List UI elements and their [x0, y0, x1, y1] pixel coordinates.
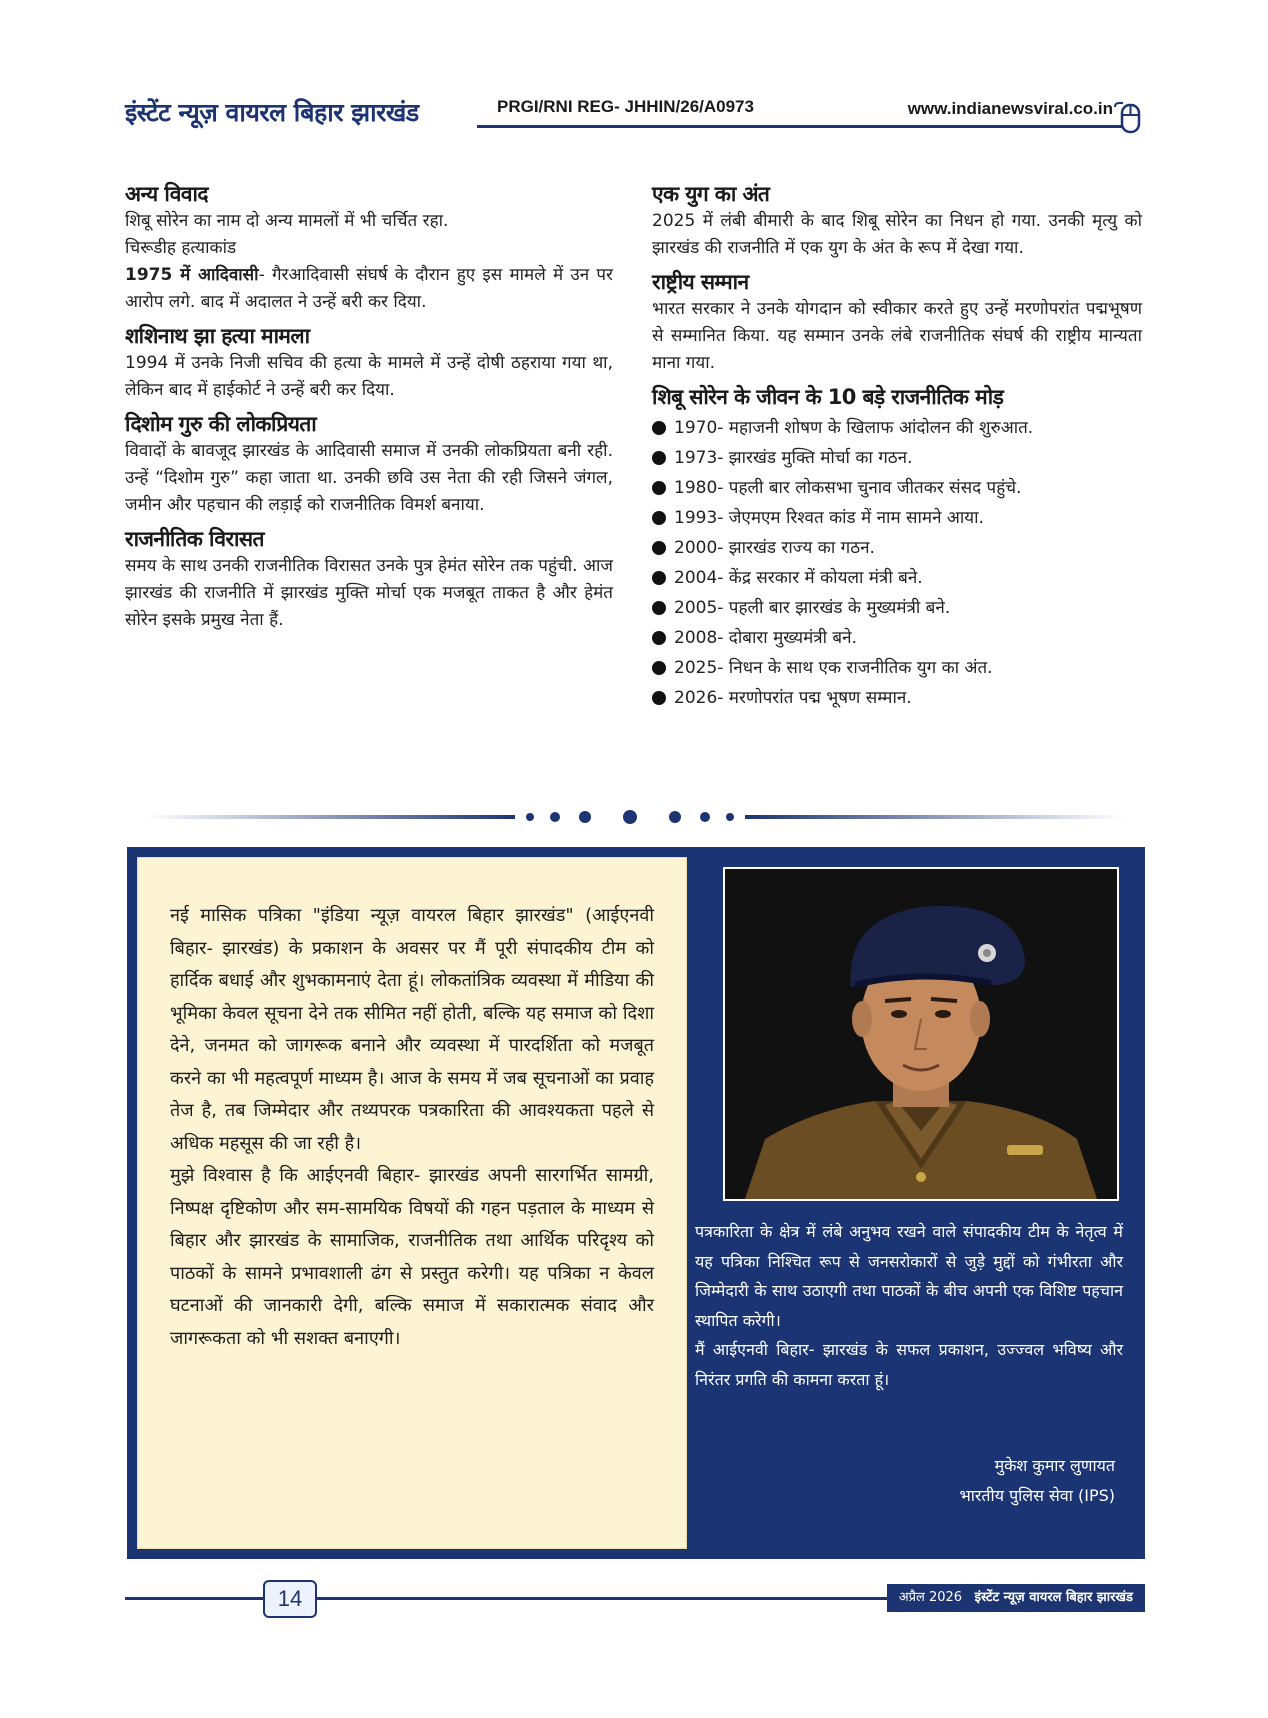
signatory-name: मुकेश कुमार लुणायत: [994, 1456, 1115, 1475]
caption-paragraph: पत्रकारिता के क्षेत्र में लंबे अनुभव रखने वाले संपादकीय टीम के नेतृत्व में यह पत्रिका निश्चित रूप से जनसरोकारों से जुड़े मुद्दों को गंभीरता और जिम्मेदारी के साथ उठाएगी तथा पाठकों के बीच अपनी एक विशिष्ट पहचान स्थापित करेगी।: [695, 1222, 1123, 1330]
list-item-text: 1970- महाजनी शोषण के खिलाफ आंदोलन की शुरुआत.: [674, 418, 1034, 438]
list-item: [652, 623, 1142, 653]
milestone-list: [652, 413, 1142, 713]
bold-lead: 1975 में आदिवासी: [125, 265, 259, 285]
registration-number: PRGI/RNI REG- JHHIN/26/A0973: [497, 97, 754, 116]
paragraph: 1994 में उनके निजी सचिव की हत्या के मामले में उन्हें दोषी ठहराया गया था, लेकिन बाद में हाईकोर्ट ने उन्हें बरी कर दिया.: [125, 353, 613, 400]
page-number: 14: [263, 1580, 317, 1618]
caption-paragraph: मैं आईएनवी बिहार- झारखंड के सफल प्रकाशन, उज्ज्वल भविष्य और निरंतर प्रगति की कामना करता हूं।: [695, 1340, 1123, 1389]
website-link[interactable]: www.indianewsviral.co.in: [907, 99, 1113, 118]
bullet-icon: [652, 451, 666, 465]
list-item-text: 2005- पहली बार झारखंड के मुख्यमंत्री बने.: [674, 598, 951, 618]
bullet-icon: [652, 571, 666, 585]
list-item-text: 2008- दोबारा मुख्यमंत्री बने.: [674, 628, 857, 648]
list-item-text: 2025- निधन के साथ एक राजनीतिक युग का अंत.: [674, 658, 993, 678]
paragraph: समय के साथ उनकी राजनीतिक विरासत उनके पुत्र हेमंत सोरेन तक पहुंची. आज झारखंड की राजनीति में झारखंड मुक्ति मोर्चा एक मजबूत ताकत है और हेमंत सोरेन इसके प्रमुख नेता हैं.: [125, 556, 613, 630]
bullet-icon: [652, 601, 666, 615]
bullet-icon: [652, 421, 666, 435]
list-item: [652, 473, 1142, 503]
list-item: [652, 503, 1142, 533]
right-column: [652, 180, 1142, 713]
list-item-text: 2000- झारखंड राज्य का गठन.: [674, 538, 875, 558]
list-item: [652, 413, 1142, 443]
paragraph-rest: - गैरआदिवासी संघर्ष के दौरान हुए इस मामले में उन पर आरोप लगे. बाद में अदालत ने उन्हें बरी कर दिया.: [125, 265, 614, 312]
list-item: [652, 443, 1142, 473]
list-item: [652, 653, 1142, 683]
left-column: [125, 180, 613, 640]
bullet-icon: [652, 541, 666, 555]
list-item: [652, 533, 1142, 563]
message-panel: [137, 857, 687, 1549]
list-item: [652, 593, 1142, 623]
list-item-text: 1980- पहली बार लोकसभा चुनाव जीतकर संसद पहुंचे.: [674, 478, 1022, 498]
footer-rule: [125, 1597, 263, 1600]
bullet-icon: [652, 631, 666, 645]
magazine-title: इंस्टेंट न्यूज़ वायरल बिहार झारखंड: [125, 98, 419, 127]
signature-block: [960, 1451, 1116, 1511]
footer-title: इंस्टेंट न्यूज़ वायरल बिहार झारखंड: [974, 1590, 1133, 1605]
paragraph: [125, 262, 613, 316]
list-item-text: 2004- केंद्र सरकार में कोयला मंत्री बने.: [674, 568, 923, 588]
list-item-text: 2026- मरणोपरांत पद्म भूषण सम्मान.: [674, 688, 912, 708]
signatory-title: भारतीय पुलिस सेवा (IPS): [959, 1486, 1115, 1505]
section-heading-shashinath-case: शशिनाथ झा हत्या मामला: [125, 324, 310, 348]
list-item-text: 1993- जेएमएम रिश्वत कांड में नाम सामने आया.: [674, 508, 984, 528]
message-paragraph: मुझे विश्वास है कि आईएनवी बिहार- झारखंड अपनी सारगर्भित सामग्री, निष्पक्ष दृष्टिकोण और सम-सामयिक विषयों की गहन पड़ताल के माध्यम से बिहार और झारखंड के सामाजिक, राजनीतिक तथा आर्थिक परिदृश्य को पाठकों के सामने प्रभावशाली ढंग से प्रस्तुत करेगी। यह पत्रिका न केवल घटनाओं की जानकारी देगी, बल्कि समाज में सकारात्मक संवाद और जागरूकता को भी सशक्त बनाएगी।: [170, 1165, 654, 1349]
footer-banner: [887, 1584, 1145, 1612]
list-item: [652, 563, 1142, 593]
feature-box: [127, 847, 1145, 1559]
paragraph: 2025 में लंबी बीमारी के बाद शिबू सोरेन का निधन हो गया. उनकी मृत्यु को झारखंड की राजनीति में एक युग के अंत के रूप में देखा गया.: [652, 211, 1142, 258]
section-heading-political-legacy: राजनीतिक विरासत: [125, 527, 264, 551]
bullet-icon: [652, 661, 666, 675]
section-heading-end-of-era: एक युग का अंत: [652, 182, 770, 206]
section-heading-popularity: दिशोम गुरु की लोकप्रियता: [125, 412, 317, 436]
page-header: [125, 95, 1145, 140]
message-paragraph: नई मासिक पत्रिका "इंडिया न्यूज़ वायरल बिहार झारखंड" (आईएनवी बिहार- झारखंड) के प्रकाशन के अवसर पर मैं पूरी संपादकीय टीम को हार्दिक बधाई और शुभकामनाएं देता हूं। लोकतांत्रिक व्यवस्था में मीडिया की भूमिका केवल सूचना देने तक सीमित नहीं होती, बल्कि यह समाज को दिशा देने, जनमत को जागरूक बनाने और व्यवस्था में पारदर्शिता को मजबूत करने का भी महत्वपूर्ण माध्यम है। आज के समय में जब सूचनाओं का प्रवाह तेज है, तब जिम्मेदार और तथ्यपरक पत्रकारिता की आवश्यकता पहले से अधिक महसूस की जा रही है।: [170, 905, 654, 1154]
section-heading-national-honor: राष्ट्रीय सम्मान: [652, 270, 749, 294]
bullet-icon: [652, 481, 666, 495]
issue-date: अप्रैल 2026: [898, 1590, 963, 1605]
photo-caption: [695, 1217, 1123, 1394]
bullet-icon: [652, 511, 666, 525]
list-item: [652, 683, 1142, 713]
mouse-icon: [1113, 101, 1143, 135]
ornamental-divider: [145, 810, 1125, 824]
header-rule: [477, 125, 1127, 128]
paragraph: विवादों के बावजूद झारखंड के आदिवासी समाज में उनकी लोकप्रियता बनी रही. उन्हें “दिशोम गुरु” कहा जाता था. उनकी छवि उस नेता की रही जिसने जंगल, जमीन और पहचान की लड़ाई को राजनीतिक विमर्श बनाया.: [125, 441, 613, 515]
section-heading-milestones: शिबू सोरेन के जीवन के 10 बड़े राजनीतिक मोड़: [652, 385, 1004, 409]
section-heading-other-disputes: अन्य विवाद: [125, 182, 208, 206]
paragraph: भारत सरकार ने उनके योगदान को स्वीकार करते हुए उन्हें मरणोपरांत पद्मभूषण से सम्मानित किया. यह सम्मान उनके लंबे राजनीतिक संघर्ष की राष्ट्रीय मान्यता माना गया.: [652, 299, 1142, 373]
page-footer: [125, 1578, 1145, 1618]
officer-photo: [723, 867, 1119, 1201]
paragraph: चिरूडीह हत्याकांड: [125, 238, 237, 258]
list-item-text: 1973- झारखंड मुक्ति मोर्चा का गठन.: [674, 448, 913, 468]
paragraph: शिबू सोरेन का नाम दो अन्य मामलों में भी चर्चित रहा.: [125, 211, 449, 231]
bullet-icon: [652, 691, 666, 705]
